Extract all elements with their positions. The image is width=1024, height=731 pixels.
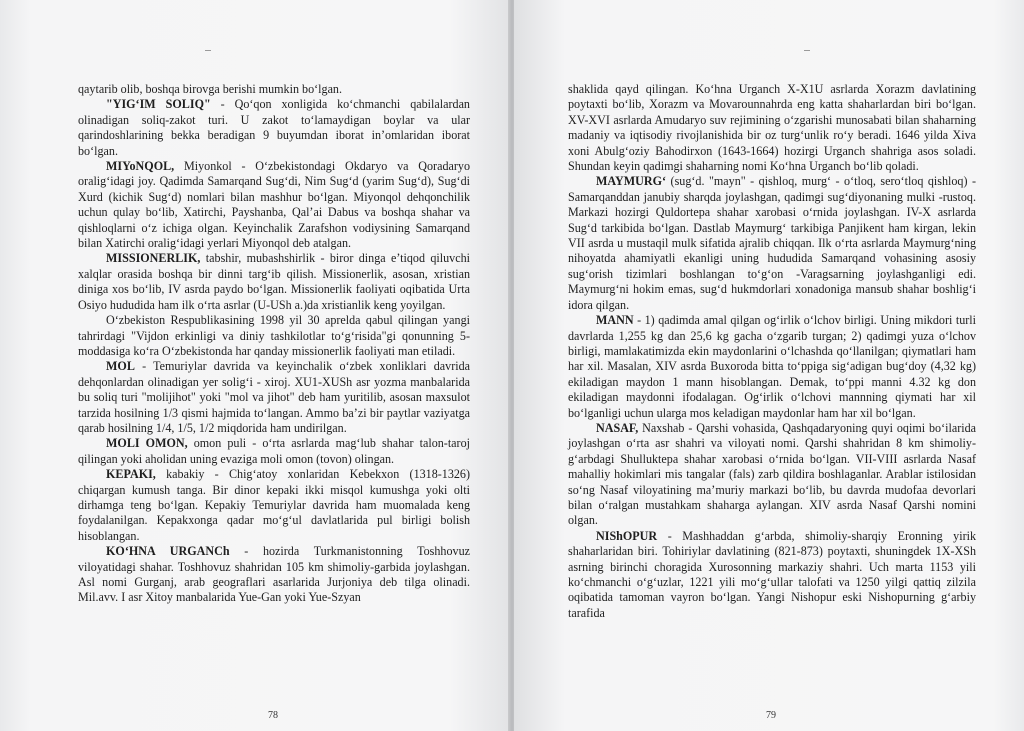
paragraph: MOLI OMON, omon puli - o‘rta asrlarda mag‘lub shahar talon-taroj qilingan yoki aholidan uning evaziga moli omon (tovon) olingan. [78,436,470,466]
entry-heading: NASAF, [596,420,639,435]
page-mark [804,50,810,51]
entry-heading: "YIG‘IM SOLIQ" [106,97,211,112]
entry-heading: MAYMURG‘ [596,174,667,189]
entry-heading: NIShOPUR [596,528,658,543]
paragraph: MANN - 1) qadimda amal qilgan og‘irlik o‘lchov birligi. Uning mikdori turli davrlarda 1,255 kg dan 25,6 kg gacha o‘zgarib turgan; 2) qadimgi yuza o‘lchov birligi, mamlakatimizda ekin maydonlarini o‘lchashda qo‘llanilgan; qiymatlari ham har xil. Masalan, XIV asrda Buxoroda bitta to‘ppiga sig‘adigan bug‘doy (4,32 kg) ekiladigan maydon 1 mann hisoblangan. Demak, to‘ppi manni 4.32 kg don ekiladigan maydonni ifodalagan. Og‘irlik o‘lchovi mannning qiymati har xil bo‘lganligi uchun ularga mos keladigan maydonlar ham har xil bo‘lgan. [568,313,976,420]
paragraph: NASAF, Naxshab - Qarshi vohasida, Qashqadaryoning quyi oqimi bo‘ilarida joylashgan o‘rta asr shahri va viloyati nomi. Qarshi shahridan 8 km shimoliy-g‘arbdagi Shulluktepa shahar xarobasi o‘rnida bo‘lgan. VII-VIII asrlarda Nasaf mahalliy hokimlari mis tangalar (fals) zarb qildira boshlaganlar. Arablar istilosidan so‘ng Nasaf viloyatining ma’muriy markazi bo‘lib, bu davrda mudofaa devorlari bilan o‘ralgan mustahkam shaharga aylangan. XIV asrda Nasaf Qarshi nomini olgan. [568,420,976,528]
entry-heading: MANN [596,313,634,328]
paragraph: "YIG‘IM SOLIQ" - Qo‘qon xonligida ko‘chmanchi qabilalardan olinadigan soliq-zakot turi. U zakot to‘lamaydigan boylar va ular qarindoshlarining bekka beradigan 9 buyumdan iborat in’omlaridan iborat bo‘lgan. [78,97,470,158]
paragraph: MIYoNQOL, Miyonkol - O‘zbekistondagi Okdaryo va Qoradaryo oralig‘idagi joy. Qadimda Samarqand Sug‘di, Nim Sug‘d (yarim Sug‘d), Sug‘di Xurd (kichik Sug‘d) nomlari bilan mashhur bo‘lgan. Miyonqol dehqonchilik uchun qulay bo‘lib, Xatirchi, Payshanba, Qal’ai Dabus va boshqa shahar va qishloqlarni o‘z ichiga olgan. Keyinchalik Zarafshon vodiysining Samarqand bilan Xatirchi oralig‘idagi yerlari Miyonqol deb atalgan. [78,159,470,251]
page-mark [205,50,211,51]
paragraph: qaytarib olib, boshqa birovga berishi mumkin bo‘lgan. [78,82,343,96]
entry-heading: MIYoNQOL, [106,159,175,174]
entry-heading: KEPAKI, [106,467,156,482]
paragraph: MOL - Temuriylar davrida va keyinchalik o‘zbek xonliklari davrida dehqonlardan olinadigan yer solig‘i - xiroj. XU1-XUSh asr yozma manbalarida bu soliq turi "molijihot" yoki "mol va jihot" deb ham yuritilib, asosan maxsulot tarzida hosilning 1/3 qismi hajmida to‘langan. Ammo ba’zi bir paytlar vaziyatga qarab hosilning 1/4, 1/5, 1/2 miqdorida ham undirilgan. [78,359,470,435]
right-page-text [568,82,976,621]
entry-heading: MOLI OMON, [106,436,188,451]
paragraph: MAYMURG‘ (sug‘d. "mayn" - qishloq, murg‘ - o‘tloq, sero‘tloq qishloq) -Samarqanddan janubiy sharqda joylashgan, qadimgi sug‘diyonaning mulki -rustoq. Markazi hozirgi Quldortepa shahar xarobasi o‘rnida joylashgan. IV-X asrlarda Sug‘d tarkibida bo‘lgan. Dastlab Maymurg‘ tarkibiga Panjikent ham kirgan, lekin VII asrda u mustaqil mulk sifatida ajralib chiqqan. Ilk o‘rta asrlarda Maymurg‘ning nihoyatda ahamiyatli ekanligi uning hududida Samarqand vohasining asosiy sug‘orish tizimlari boshlangan to‘g‘on -Varagsarning joylashganligi edi. Maymurg‘ni hokim emas, sug‘d hukmdorlari xonadoniga mansub shahar boshlig‘i idora qilgan. [568,174,976,312]
paragraph: KO‘HNA URGANCh - hozirda Turkmanistonning Toshhovuz viloyatidagi shahar. Toshhovuz shahridan 105 km shimoliy-garbida joylashgan. Asl nomi Gurganj, arab geograflari asarlarida Jurjoniya deb tilga olinadi. Mil.avv. I asr Xitoy manbalarida Yue-Gan yoki Yue-Szyan [78,544,470,605]
paragraph: NIShOPUR - Mashhaddan g‘arbda, shimoliy-sharqiy Eronning yirik shaharlaridan biri. Tohiriylar davlatining (821-873) poytaxti, shuningdek 1X-XSh asrning birinchi choragida Xurosonning markaziy shahri. Uch marta 1153 yili ko‘chmanchi o‘g‘uzlar, 1221 yili mo‘g‘ullar talofati va 1250 yilgi qattiq zilzila oqibatida tamoman vayron bo‘lgan. Yangi Nishopur eski Nishopurning g‘arbiy tarafida [568,528,976,620]
entry-heading: MOL [106,359,135,374]
paragraph: shaklida qayd qilingan. Ko‘hna Urganch X-X1U asrlarda Xorazm davlatining poytaxti bo‘lib, Xorazm va Movarounnahrda eng katta shaharlardan biri bo‘lgan. XV-XVI asrlarda Amudaryo suv rejimining o‘zgarishi munosabati bilan shaharning madaniy va iqtisodiy rivojlanishida bir oz turg‘unlik ro‘y beradi. 1646 yilda Xiva xoni Abulg‘oziy Bahodirxon (1643-1664) hozirgi Urganch shahriga asos soladi. Shundan keyin qadimgi shaharning nomi Ko‘hna Urganch bo‘lib qoladi. [568,82,976,174]
left-page [0,0,510,731]
page-number: 79 [766,710,776,721]
right-page [514,0,1024,731]
paragraph: KEPAKI, kabakiy - Chig‘atoy xonlaridan Kebekxon (1318-1326) chiqargan kumush tanga. Bir dinor kepaki ikki misqol kumushga yoki olti dirhamga teng bo‘lgan. Kepakiy Temuriylar davrida ham muomalada keng foydalanilgan. Kepakxonga qadar mo‘g‘ul davlatlarida pul birligi bolish hisoblangan. [78,467,470,543]
left-page-text [78,82,470,606]
paragraph: O‘zbekiston Respublikasining 1998 yil 30 aprelda qabul qilingan yangi tahrirdagi "Vijdon erkinligi va diniy tashkilotlar to‘g‘risida"gi qonunning 5-moddasiga ko‘ra O‘zbekistonda har qanday missionerlik faoliyati man etiladi. [78,313,470,358]
page-number: 78 [268,710,278,721]
entry-heading: KO‘HNA URGANCh [106,544,230,559]
paragraph: MISSIONERLIK, tabshir, mubashshirlik - biror dinga e’tiqod qiluvchi xalqlar orasida boshqa bir dinni targ‘ib qilish. Missionerlik, asosan, xristian diniga xos bo‘lib, IV asrda paydo bo‘lgan. Missionerlik faoliyati oqibatida Urta Osiyo hududida ham ilk o‘rta asrlar (U-USh a.)da xristianlik keng yoyilgan. [78,251,470,312]
entry-heading: MISSIONERLIK, [106,251,201,266]
